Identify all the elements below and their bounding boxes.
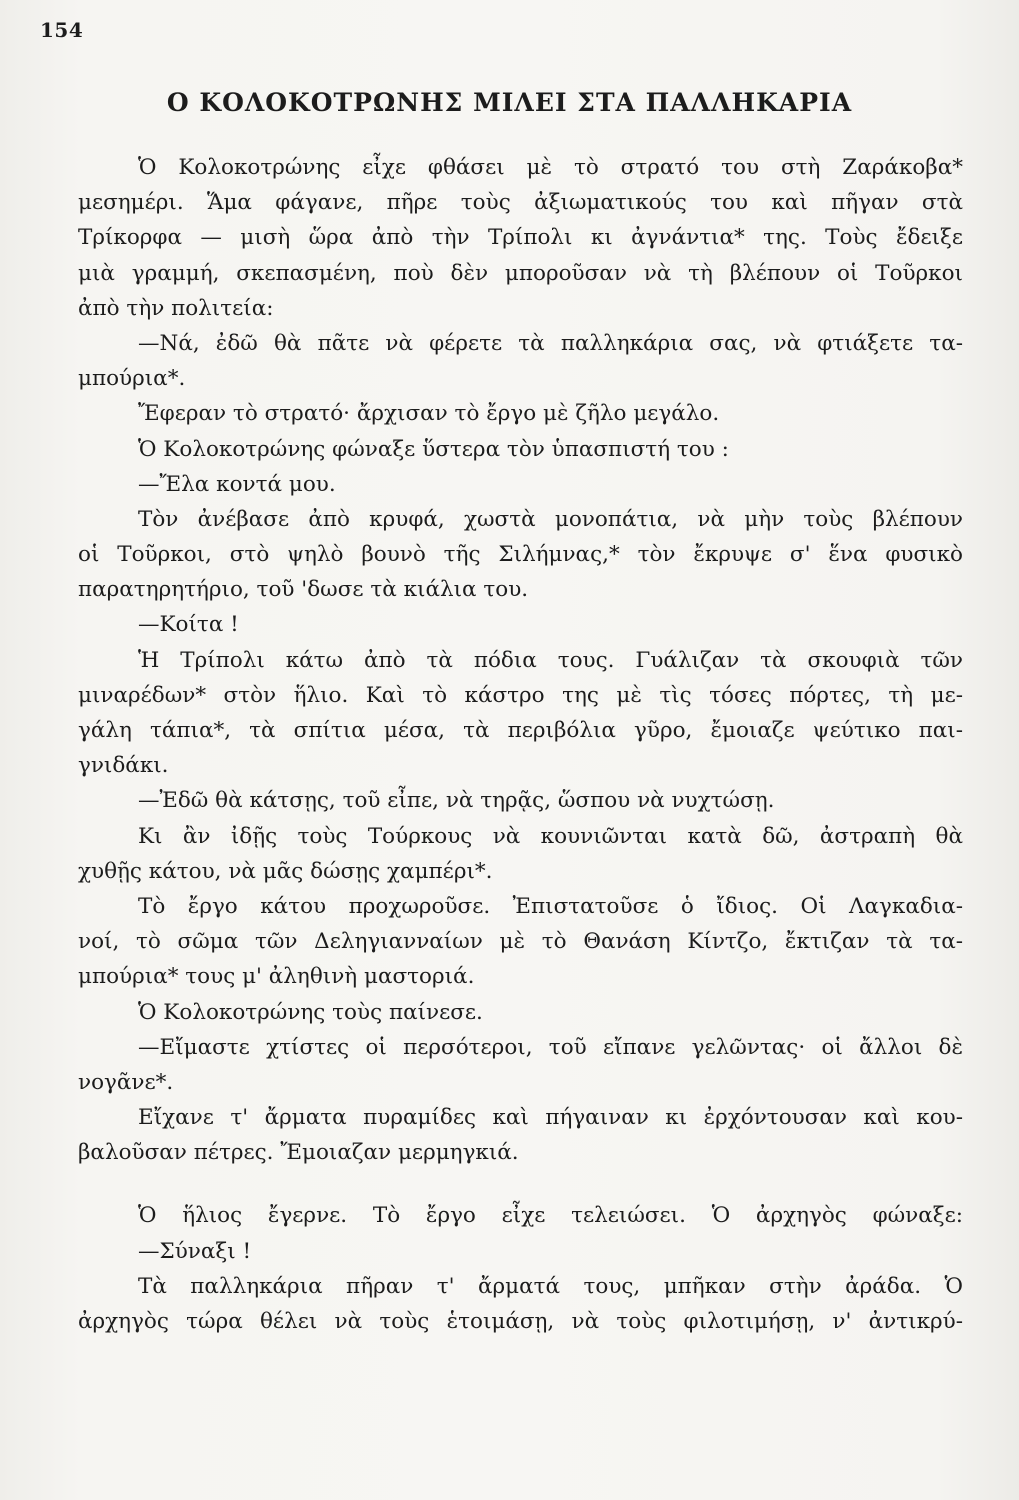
text-line: Ἔφεραν τὸ στρατό· ἄρχισαν τὸ ἔργο μὲ ζῆλο μεγάλο. (138, 401, 720, 427)
text-line: —Σύναξι ! (138, 1238, 252, 1264)
text-line: Ὁ Κολοκοτρώνης εἶχε φθάσει μὲ τὸ στρατό του στὴ Ζαράκοβα* (138, 155, 963, 180)
page-number: 154 (40, 18, 84, 42)
text-line: μιὰ γραμμή, σκεπασμένη, ποὺ δὲν μποροῦσαν νὰ τὴ βλέπουν οἱ Τοῦρκοι (78, 260, 963, 286)
body-text (78, 150, 963, 1339)
text-line: —Ἔλα κοντά μου. (138, 471, 336, 497)
chapter-title: Ο ΚΟΛΟΚΟΤΡΩΝΗΣ ΜΙΛΕΙ ΣΤΑ ΠΑΛΛΗΚΑΡΙΑ (166, 88, 853, 117)
text-line: Ὁ ἥλιος ἔγερνε. Τὸ ἔργο εἶχε τελειώσει. Ὁ ἀρχηγὸς φώναξε: (138, 1203, 963, 1229)
text-line: —Εἴμαστε χτίστες οἱ περσότεροι, τοῦ εἴπανε γελῶντας· οἱ ἄλλοι δὲ (138, 1034, 963, 1060)
text-line: Τὰ παλληκάρια πῆραν τ' ἄρματά τους, μπῆκαν στὴν ἀράδα. Ὁ (138, 1273, 963, 1299)
text-line: γάλη τάπια*, τὰ σπίτια μέσα, τὰ περιβόλια γῦρο, ἔμοιαζε ψεύτικο παι- (78, 718, 963, 743)
text-line: νογᾶνε*. (78, 1069, 174, 1095)
text-line: Ἡ Τρίπολι κάτω ἀπὸ τὰ πόδια τους. Γυάλιζαν τὰ σκουφιὰ τῶν (138, 647, 963, 673)
text-line: χυθῇς κάτου, νὰ μᾶς δώσῃς χαμπέρι*. (78, 858, 493, 884)
text-line: βαλοῦσαν πέτρες. Ἔμοιαζαν μερμηγκιά. (78, 1140, 519, 1166)
text-line: μπούρια* τους μ' ἀληθινὴ μαστοριά. (78, 964, 475, 990)
text-line: νοί, τὸ σῶμα τῶν Δεληγιανναίων μὲ τὸ Θανάση Κίντζο, ἔκτιζαν τὰ τα- (78, 929, 963, 955)
text-line: Τρίκορφα — μισὴ ὥρα ἀπὸ τὴν Τρίπολι κι ἀγνάντια* της. Τοὺς ἔδειξε (78, 225, 963, 251)
text-line: οἱ Τοῦρκοι, στὸ ψηλὸ βουνὸ τῆς Σιλήμνας,* τὸν ἔκρυψε σ' ἕνα φυσικὸ (78, 542, 963, 568)
text-line: παρατηρητήριο, τοῦ 'δωσε τὰ κιάλια του. (78, 577, 529, 603)
section-gap (78, 1170, 963, 1198)
text-line: —Κοίτα ! (138, 612, 239, 638)
text-line: γνιδάκι. (78, 753, 169, 779)
text-line: μεσημέρι. Ἅμα φάγανε, πῆρε τοὺς ἀξιωματικούς του καὶ πῆγαν στὰ (78, 190, 963, 216)
text-line: ἀρχηγὸς τώρα θέλει νὰ τοὺς ἑτοιμάσῃ, νὰ τοὺς φιλοτιμήσῃ, ν' ἀντικρύ- (78, 1309, 963, 1334)
text-line: Εἴχανε τ' ἄρματα πυραμίδες καὶ πήγαιναν κι ἐρχόντουσαν καὶ κου- (138, 1105, 963, 1131)
text-line: Τὸν ἀνέβασε ἀπὸ κρυφά, χωστὰ μονοπάτια, νὰ μὴν τοὺς βλέπουν (138, 506, 963, 532)
text-line: Κι ἂν ἰδῇς τοὺς Τούρκους νὰ κουνιῶνται κατὰ δῶ, ἀστραπὴ θὰ (138, 823, 963, 849)
text-line: ἀπὸ τὴν πολιτεία: (78, 295, 274, 321)
text-line: μπούρια*. (78, 366, 186, 392)
text-line: —Νά, ἐδῶ θὰ πᾶτε νὰ φέρετε τὰ παλληκάρια σας, νὰ φτιάξετε τα- (138, 330, 963, 356)
text-line: Ὁ Κολοκοτρώνης φώναξε ὕστερα τὸν ὑπασπιστή του : (138, 436, 729, 462)
text-line: μιναρέδων* στὸν ἥλιο. Καὶ τὸ κάστρο της μὲ τὶς τόσες πόρτες, τὴ με- (78, 682, 963, 708)
text-line: Ὁ Κολοκοτρώνης τοὺς παίνεσε. (138, 999, 483, 1025)
text-line: —Ἐδῶ θὰ κάτσῃς, τοῦ εἶπε, νὰ τηρᾷς, ὥσπου νὰ νυχτώσῃ. (138, 788, 775, 814)
text-line: Τὸ ἔργο κάτου προχωροῦσε. Ἐπιστατοῦσε ὁ ἴδιος. Οἱ Λαγκαδια- (138, 893, 963, 919)
